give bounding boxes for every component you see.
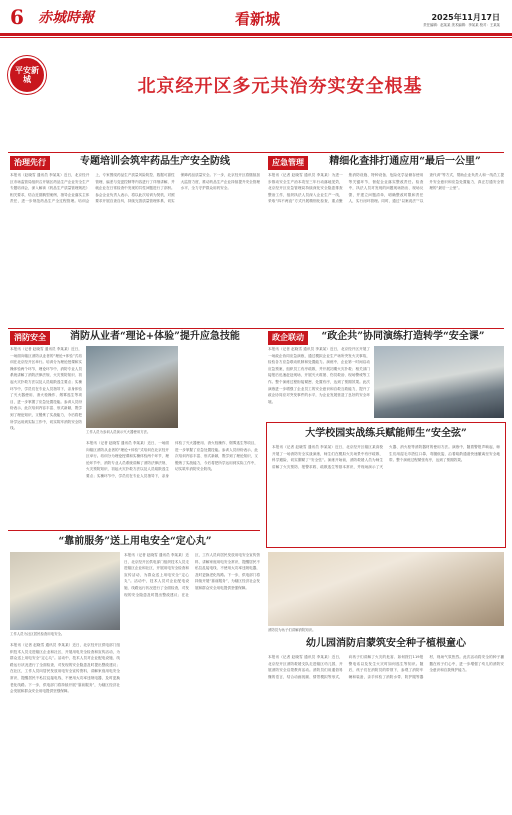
title-a5: 大学校园实战练兵赋能师生“安全弦” [305,428,467,439]
masthead-thin-rule [0,37,512,38]
masthead-left [10,6,94,28]
section-stamp [8,56,46,94]
page-headline: 北京经开区多元共治夯实安全根基 [137,76,423,97]
body-a1: 本报讯（赵晓雪 通讯员 李某某）近日，北京经开区市场监管局组织召开辖区药品生产企业安全生产专题培训会，深入解读《药品生产质量管理规范》相关要求，结合近期典型案例，指导企业落实主体责任，进一步规范药品生产全过程管理。培训会上，专家围绕药品生产质量风险防控、数据可靠性管理、偏差与变更控制等内容进行了详细讲解，并就企业在日常检查中发现的共性问题进行了剖析。参会企业负责人表示，将以此次培训为契机，对照要求开展自查自纠，持续完善质量管理体系，切实保障药品质量安全。下一步，北京经开区将继续加大监管力度，推动药品生产企业持续提升安全管理水平，全力守护群众用药安全。 [10,173,260,204]
title-a3: 消防从业者“理论+体验”提升应急技能 [70,331,240,342]
title-a6: “靠前服务”送上用电安全“定心丸” [58,536,212,547]
body-a6-cont: 本报讯（记者 赵晓雪 通讯员 李某某）近日，北京经开区供电部门组织技术人员走进辖区企业和社区，开展用电安全检查和宣传活动，为群众送上用电安全“定心丸”。活动中，技术人员对企业配电设施、线路运行状况进行了全面检查，对发现的安全隐患及时提出整改建议；在社区，工作人员向居民发放用电安全宣传资料，讲解家庭用电安全常识，提醒居民不私拉乱接电线、不使用大功率违规电器，及时更换老化线路。下一步，供电部门将持续开展“靠前服务”，为辖区经济社会发展和群众安全用电提供坚强保障。 [124,553,260,597]
section-title: 看新城 [235,10,281,28]
paper-name: 赤城時報 [38,10,94,26]
tag-a4: 政企联动 [268,331,308,345]
training-photo [86,346,178,428]
power-service-photo [10,552,120,630]
headline-rule [8,152,504,153]
drill-photo [374,346,504,418]
body-a7: 本报讯（记者 赵晓雪 通讯员 李某某）近日，北京经开区消防救援支队走进辖区幼儿园，开展消防安全启蒙教育活动。消防员们用通俗易懂的语言，结合动画视频、情景模拟等形式，向孩子们讲解了火灾的危害、如何拨打119报警电话以及发生火灾时如何逃生等知识。随后，孩子们在消防员的带领下，参观了消防车辆和装备，亲手体验了消防水带、防护服等器材，现场气氛热烈。此次活动将安全的种子播撒在孩子们心中，进一步增强了幼儿的消防安全意识和自我保护能力。 [268,655,504,679]
body-a3-cont: 本报讯（记者 赵晓雪 通讯员 李某某）近日，一场面向辖区消防从业者的“理论+体验”式培训在北京经开区举行。培训分为理论授课和实操体验两个环节，理论环节中，消防专业人员系统讲解了消防法律法规、火灾预防知识、初起火灾扑救方法以及人员疏散逃生要点；实操环节中，学员们在专业人员指导下，亲身体验了灭火器使用、消火栓操作、烟雾逃生等项目，进一步掌握了应急处置技能。参训人员纷纷表示，此次培训内容丰富、形式新颖，既学到了理论知识，又锻炼了实战能力，今后将把所学运用到实际工作中，切实筑牢消防安全防线。 [86,441,258,478]
divider-1 [8,328,504,329]
tag-a2: 应急管理 [268,156,308,170]
tag-a3: 消防安全 [10,331,50,345]
title-a2: 精细化查排打通应用“最后一公里” [329,156,481,167]
body-a4: 本报讯（记者 赵晓雪 通讯员 李某某）近日，北京经开区开展了一场政企协同应急演练，通过模拟企业生产场所突发火灾事故，检验各方应急联动机制和处置能力。演练中，企业第一时间启动应急预案，组织员工有序疏散，并开展初期火灾扑救；相关部门接报后迅速赶赴现场，开展灭火救援、伤员救治、现场警戒等工作。整个演练过程衔接紧密、处置有序，达到了预期效果。此次演练进一步增强了企业员工的安全意识和自救互救能力，提升了政企协同应对突发事件的水平，为企业发展营造了良好的安全环境。 [268,347,370,404]
stamp-text: 平安新城 [15,66,39,84]
body-a2: 本报讯（记者 赵晓雪 通讯员 李某某）为进一步推动安全生产治本攻坚三年行动落地见效，北京经开区应急管理局持续深化安全隐患排查整治工作，组织执法人员深入企业生产一线，采取“四不两直”方式开展精细化检查，重点聚焦消防设施、特种设备、危险化学品储存使用等关键环节，督促企业落实整改责任。检查中，执法人员对发现的问题现场指出、现场反馈，并建立问题清单，明确整改时限和责任人，实行闭环管理。同时，通过“以案说法”“以查代训”等方式，帮助企业负责人和一线员工提升安全意识和应急处置能力，真正打通安全管理的“最后一公里”。 [268,173,504,204]
body-a5: 本报讯（记者 赵晓雪 通讯员 李某某）近日，北京经开区辖区某高校开展了一场消防安全实战演练，师生们在模拟火灾场景中有序疏散、科学避险，切实绷紧了“安全弦”。演练开始前，消防救援人员为师生讲解了火灾预防、报警求救、疏散逃生等基本常识，并现场演示了灭火器、消火栓等消防器材的使用方法。演练中，随着警报声响起，师生们用湿毛巾捂住口鼻，弯腰低姿，沿着疏散通道快速撤离至安全地带。整个演练过程紧张有序，达到了预期效果。 [272,445,500,469]
body-a3: 本报讯（记者 赵晓雪 通讯员 李某某）近日，一场面向辖区消防从业者的“理论+体验”式培训在北京经开区举行。培训分为理论授课和实操体验两个环节，理论环节中，消防专业人员系统讲解了消防法律法规、火灾预防知识、初起火灾扑救方法以及人员疏散逃生要点；实操环节中，学员们在专业人员指导下，亲身体验了灭火器使用、消火栓操作、烟雾逃生等项目，进一步掌握了应急处置技能。参训人员纷纷表示，此次培训内容丰富、形式新颖，既学到了理论知识，又锻炼了实战能力，今后将把所学运用到实际工作中，切实筑牢消防安全防线。 [10,347,82,431]
title-a4: “政企共”协同演练打造转学“安全课” [321,331,485,342]
body-a6: 本报讯（记者 赵晓雪 通讯员 李某某）近日，北京经开区供电部门组织技术人员走进辖区企业和社区，开展用电安全检查和宣传活动，为群众送上用电安全“定心丸”。活动中，技术人员对企业配电设施、线路运行状况进行了全面检查，对发现的安全隐患及时提出整改建议；在社区，工作人员向居民发放用电安全宣传资料，讲解家庭用电安全常识，提醒居民不私拉乱接电线、不使用大功率违规电器，及时更换老化线路。下一步，供电部门将持续开展“靠前服务”，为辖区经济社会发展和群众安全用电提供坚强保障。 [10,643,120,694]
masthead-rule [0,33,512,36]
caption-a7: 消防员为孩子们讲解消防知识。 [268,628,316,632]
editors-line: 责任编辑：赵某某 美术编辑：李某某 校对：王某某 [423,23,500,27]
issue-date: 2025年11月17日 [431,13,500,22]
tag-a1: 治理先行 [10,156,50,170]
divider-2 [8,530,260,531]
caption-a6: 工作人员为社区居民检查用电安全。 [10,632,65,636]
kindergarten-photo [268,552,504,626]
caption-a3: 工作人员为参训人员演示灭火器使用方法。 [86,430,151,434]
title-a7: 幼儿园消防启蒙筑安全种子植根童心 [306,638,466,649]
title-a1: 专题培训会筑牢药品生产安全防线 [80,156,230,167]
page-number: 6 [10,5,24,29]
